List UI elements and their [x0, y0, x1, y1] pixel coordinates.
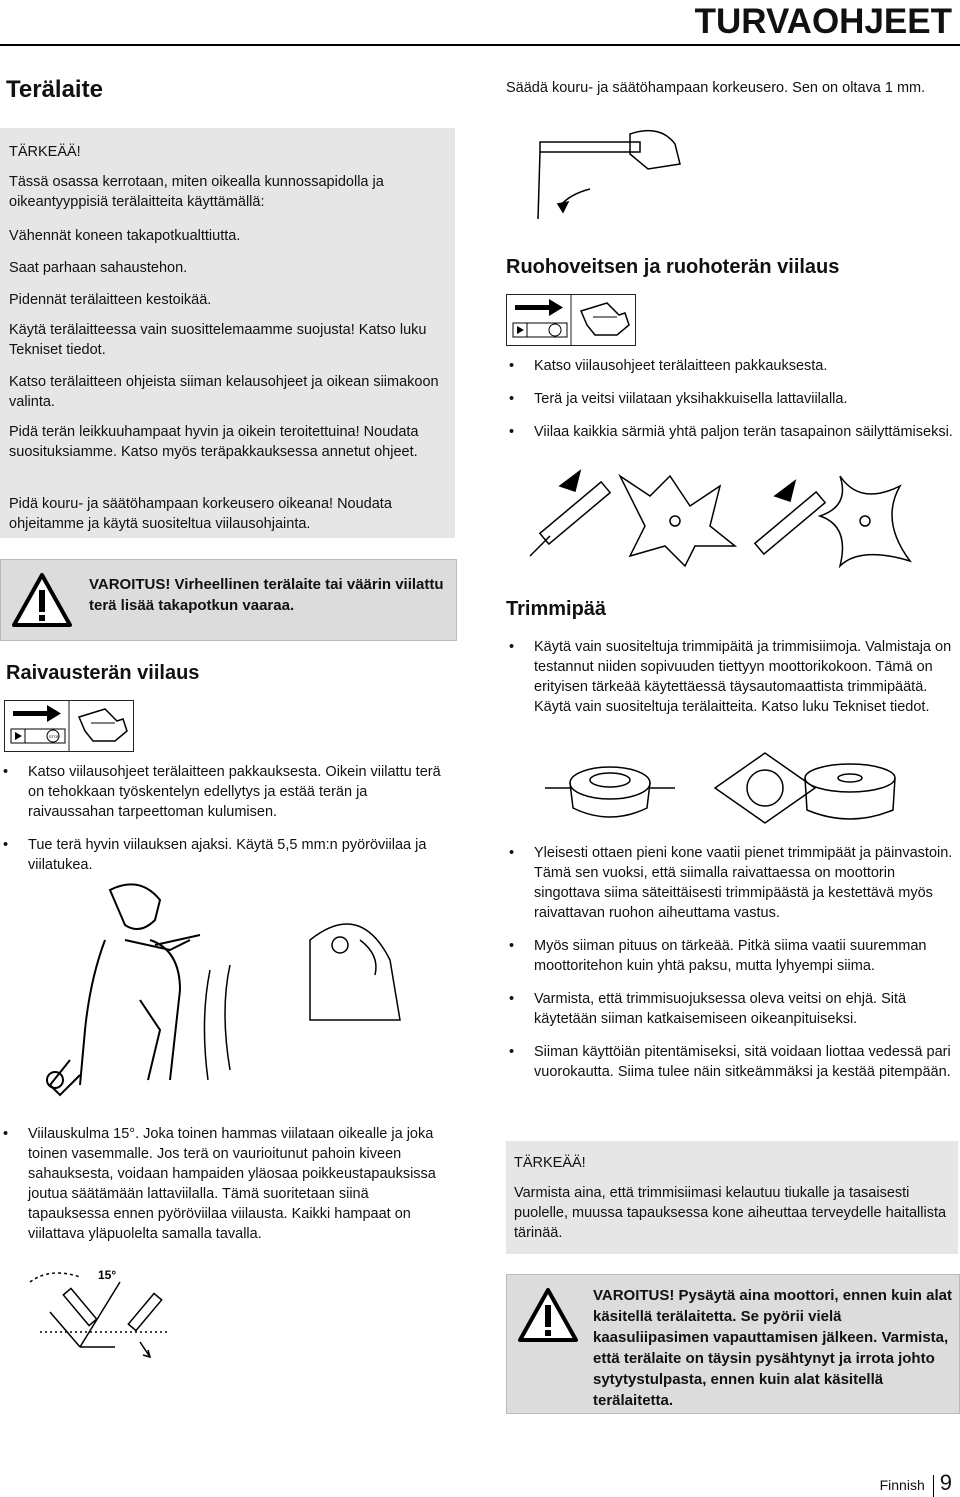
- important-paragraph-7: Pidä terän leikkuuhampaat hyvin ja oikein teroitettuina! Noudata suosituksiamme. Katso myös teräpakkauksessa annetut ohjeet.: [9, 424, 419, 460]
- stop-label: STOP: [49, 734, 60, 739]
- list-item: • Yleisesti ottaen pieni kone vaatii pienet trimmipäät ja päinvastoin. Tämä sen vuoksi, että siimalla raivattaessa on moottorin singottava siima säteittäisesti trimmipäästä ja kestettävä myös raivattavan ruohon aiheuttama vastus.: [506, 843, 956, 923]
- section-heading-trimmipaa: Trimmipää: [506, 598, 607, 620]
- important-box-text: Varmista aina, että trimmisiimasi kelautuu tiukalle ja tasaisesti puolelle, muussa tapauksessa kone aiheuttaa terveydelle haitallista tärinää.: [514, 1185, 947, 1241]
- warning-triangle-icon: [11, 572, 73, 628]
- trimmipaa-bullets-1: [506, 637, 956, 730]
- filing-worker-illustration: [30, 880, 450, 1100]
- important-paragraph-5: Käytä terälaitteessa vain suosittelemaamme suojusta! Katso luku Tekniset tiedot.: [9, 322, 427, 358]
- warning-box-right: [506, 1274, 960, 1414]
- list-item: • Myös siiman pituus on tärkeää. Pitkä siima vaatii suuremman moottoritehon kuin yhtä paksu, mutta lyhyempi siima.: [506, 936, 956, 976]
- depth-gauge-illustration: [530, 124, 690, 224]
- grass-blade-filing-illustration: [520, 466, 940, 576]
- file-instruction-icon-right: [506, 294, 636, 346]
- file-arrow-icon: [5, 701, 133, 751]
- important-paragraph-3: Saat parhaan sahaustehon.: [9, 260, 188, 276]
- file-arrow-icon: [507, 295, 635, 345]
- file-instruction-icon-left: [4, 700, 134, 752]
- important-paragraph-6: Katso terälaitteen ohjeista siiman kelausohjeet ja oikean siimakoon valinta.: [9, 374, 439, 410]
- adjust-height-text: Säädä kouru- ja säätöhampaan korkeusero. Sen on oltava 1 mm.: [506, 80, 926, 96]
- list-item: • Tue terä hyvin viilauksen ajaksi. Käytä 5,5 mm:n pyöröviilaa ja viilatukea.: [0, 835, 450, 875]
- ruohoveitsen-bullets: [506, 356, 956, 455]
- important-box-title: TÄRKEÄÄ!: [514, 1155, 586, 1171]
- trimmipaa-bullets-2: [506, 843, 956, 1095]
- trimmer-head-illustration: [525, 748, 925, 828]
- raivaus-bullets: [0, 762, 450, 888]
- warning-text-right: VAROITUS! Pysäytä aina moottori, ennen kuin alat käsitellä terälaitetta. Se pyörii vielä kaasuliipasimen vapauttamisen jälkeen. Varmista, että terälaite on täysin pysähtynyt ja irrota johto sytytystulpasta, ennen kuin alat käsitellä terälaitetta.: [593, 1287, 952, 1409]
- warning-body: Virheellinen terälaite tai väärin viilattu terä lisää takapotkun vaaraa.: [89, 576, 444, 614]
- important-paragraph-2: Vähennät koneen takapotkualttiutta.: [9, 228, 241, 244]
- warning-text-left: [89, 574, 449, 616]
- list-item: • Varmista, että trimmisuojuksessa oleva veitsi on ehjä. Sitä käytetään siiman katkaisemiseen oikeanpituiseksi.: [506, 989, 956, 1029]
- important-box-right: [506, 1141, 958, 1254]
- list-item: • Katso viilausohjeet terälaitteen pakkauksesta. Oikein viilattu terä on tehokkaan työskentelyn edellytys ja estää terän ja raivaussahan tarpeettoman kulumisen.: [0, 762, 450, 822]
- angle-label: 15°: [98, 1268, 117, 1282]
- list-item: • Katso viilausohjeet terälaitteen pakkauksesta.: [506, 356, 956, 376]
- important-paragraph-1: Tässä osassa kerrotaan, miten oikealla kunnossapidolla ja oikeantyyppisiä terälaitteita käyttämällä:: [9, 174, 384, 210]
- header-rule: [0, 44, 960, 46]
- list-item: • Viilauskulma 15°. Joka toinen hammas viilataan oikealle ja joka toinen vasemmalle. Jos terä on vaurioitunut pahoin kiveen sahauksesta, voidaan hampaiden yläosaa poikkeustapauksissa joutua säätämään lattaviilalla. Tämä suoritetaan siinä tapauksessa ennen pyöröviilaa viilausta. Kaikki hampaat on viilattava yläpuolelta samalla tavalla.: [0, 1124, 452, 1244]
- list-item: • Terä ja veitsi viilataan yksihakkuisella lattaviilalla.: [506, 389, 956, 409]
- warning-box-left: [0, 559, 457, 641]
- filing-angle-diagram: [20, 1262, 190, 1372]
- warning-triangle-icon: [517, 1287, 579, 1343]
- important-paragraph-8: Pidä kouru- ja säätöhampaan korkeusero oikeana! Noudata ohjeitamme ja käytä suositeltua viilausohjainta.: [9, 496, 392, 532]
- important-box: [0, 128, 455, 538]
- page-footer: [880, 1470, 952, 1497]
- list-item: • Viilaa kaikkia särmiä yhtä paljon terän tasapainon säilyttämiseksi.: [506, 422, 956, 442]
- list-item: • Siiman käyttöiän pitentämiseksi, sitä voidaan liottaa vedessä pari vuorokautta. Siima tulee näin sitkeämmäksi ja kestää pitempään.: [506, 1042, 956, 1082]
- page-header-title: TURVAOHJEET: [694, 2, 952, 41]
- section-heading-raivausteran-viilaus: Raivausterän viilaus: [6, 662, 200, 684]
- section-heading-teralaite: Terälaite: [6, 76, 103, 103]
- page-number: 9: [939, 1470, 952, 1495]
- important-paragraph-4: Pidennät terälaitteen kestoikää.: [9, 292, 212, 308]
- list-item: • Käytä vain suositeltuja trimmipäitä ja trimmisiimoja. Valmistaja on testannut niiden sopivuuden tiettyyn moottorikokoon. Tämä on erityisen tärkeää käytettäessä täysautomaattista trimmipäätä. Käytä vain suositeltuja terälaitteita. Katso luku Tekniset tiedot.: [506, 637, 956, 717]
- footer-language: Finnish: [879, 1477, 925, 1493]
- raivaus-bullet-3: [0, 1124, 452, 1257]
- important-box-title: TÄRKEÄÄ!: [9, 144, 81, 160]
- warning-lead: VAROITUS!: [89, 576, 171, 593]
- section-heading-ruohoveitsen: Ruohoveitsen ja ruohoterän viilaus: [506, 256, 840, 278]
